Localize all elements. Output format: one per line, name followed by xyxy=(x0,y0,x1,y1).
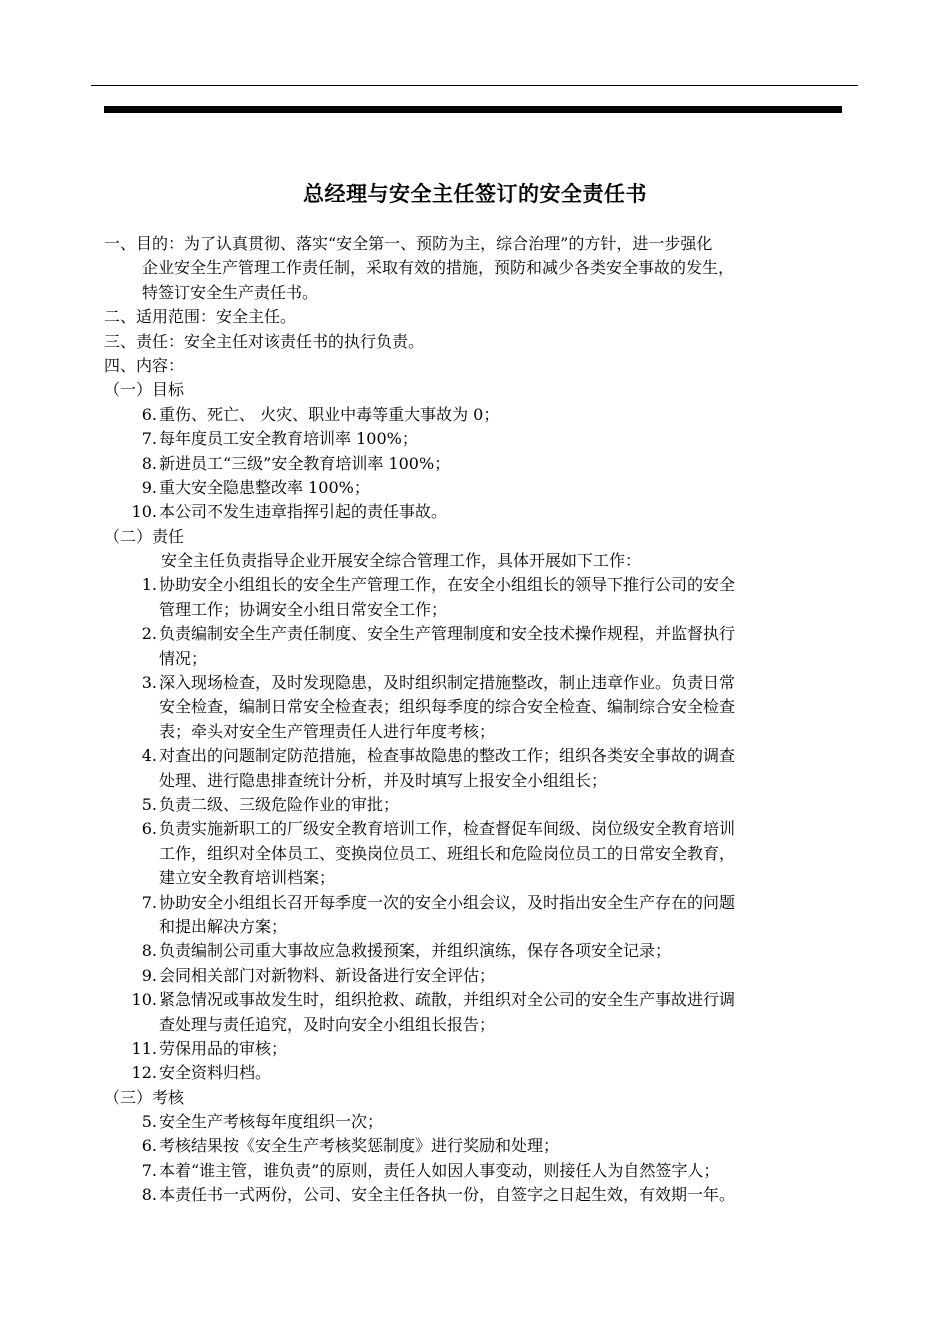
item-text-continued: 情况； xyxy=(159,648,208,668)
list-item xyxy=(104,988,864,1012)
item-text: 会同相关部门对新物料、新设备进行安全评估； xyxy=(159,965,496,985)
duties-intro: 安全主任负责指导企业开展安全综合管理工作，具体开展如下工作： xyxy=(161,551,642,571)
list-item xyxy=(104,939,864,963)
item-text: 本着“谁主管，谁负责”的原则，责任人如因人事变动，则接任人为自然签字人； xyxy=(159,1160,720,1180)
item-text: 本公司不发生违章指挥引起的责任事故。 xyxy=(159,502,448,522)
item-number: 8. xyxy=(141,1185,157,1205)
item-number: 8. xyxy=(141,453,157,473)
item-number: 9. xyxy=(141,965,157,985)
item-number: 2. xyxy=(141,624,157,644)
item-text: 紧急情况或事故发生时，组织抢救、疏散，并组织对全公司的安全生产事故进行调 xyxy=(159,990,736,1010)
item-text: 负责二级、三级危险作业的审批； xyxy=(159,794,400,814)
item-text: 安全资料归档。 xyxy=(159,1063,272,1083)
section-2: 二、适用范围：安全主任。 xyxy=(104,307,297,327)
item-text: 协助安全小组组长的安全生产管理工作，在安全小组组长的领导下推行公司的安全 xyxy=(159,575,736,595)
item-text-continued: 管理工作；协调安全小组日常安全工作； xyxy=(159,599,448,619)
list-item xyxy=(104,476,864,500)
item-number: 7. xyxy=(141,1160,157,1180)
item-number: 9. xyxy=(141,477,157,497)
item-text-continued: 安全检查，编制日常安全检查表；组织每季度的综合安全检查、编制综合安全检查 xyxy=(159,697,736,717)
item-number: 11. xyxy=(131,1038,157,1058)
list-item xyxy=(104,500,864,524)
item-number: 5. xyxy=(141,794,157,814)
list-item xyxy=(104,1061,864,1085)
item-text: 考核结果按《安全生产考核奖惩制度》进行奖励和处理； xyxy=(159,1136,560,1156)
item-number: 6. xyxy=(141,404,157,424)
list-item xyxy=(104,622,864,646)
item-text: 深入现场检查，及时发现隐患，及时组织制定措施整改，制止违章作业。负责日常 xyxy=(159,673,736,693)
list-item xyxy=(104,671,864,695)
section-1-line-2: 企业安全生产管理工作责任制，采取有效的措施，预防和减少各类安全事故的发生， xyxy=(142,258,735,278)
item-text: 负责编制安全生产责任制度、安全生产管理制度和安全技术操作规程，并监督执行 xyxy=(159,624,736,644)
list-item xyxy=(104,964,864,988)
list-item xyxy=(104,1134,864,1158)
section-4: 四、内容： xyxy=(104,355,185,375)
section-3: 三、责任：安全主任对该责任书的执行负责。 xyxy=(104,331,425,351)
item-text-continued: 查处理与责任追究，及时向安全小组组长报告； xyxy=(159,1014,496,1034)
item-number: 7. xyxy=(141,892,157,912)
item-text: 劳保用品的审核； xyxy=(159,1038,288,1058)
item-number: 8. xyxy=(141,941,157,961)
item-number: 12. xyxy=(131,1063,157,1083)
item-number: 4. xyxy=(141,746,157,766)
item-text: 新进员工“三级”安全教育培训率 100%； xyxy=(159,453,451,473)
document-title: 总经理与安全主任签订的安全责任书 xyxy=(303,182,647,206)
header-rule-thin xyxy=(91,85,858,86)
item-text-continued: 和提出解决方案； xyxy=(159,916,288,936)
list-item xyxy=(104,403,864,427)
list-item xyxy=(104,793,864,817)
item-number: 6. xyxy=(141,1136,157,1156)
item-text: 对查出的问题制定防范措施，检查事故隐患的整改工作；组织各类安全事故的调查 xyxy=(159,746,736,766)
item-number: 7. xyxy=(141,429,157,449)
item-text: 负责实施新职工的厂级安全教育培训工作，检查督促车间级、岗位级安全教育培训 xyxy=(159,819,736,839)
list-item xyxy=(104,427,864,451)
item-text: 重大安全隐患整改率 100%； xyxy=(159,477,370,497)
list-item xyxy=(104,1037,864,1061)
item-text: 重伤、死亡、 火灾、职业中毒等重大事故为 0； xyxy=(159,404,500,424)
subsection-goals-heading: （一）目标 xyxy=(104,380,185,400)
document-body xyxy=(104,232,864,1208)
list-item xyxy=(104,744,864,768)
section-1-line-3: 特签订安全生产责任书。 xyxy=(142,282,319,302)
list-item xyxy=(104,891,864,915)
item-number: 1. xyxy=(141,575,157,595)
item-text: 负责编制公司重大事故应急救援预案，并组织演练，保存各项安全记录； xyxy=(159,941,672,961)
header-rule-thick xyxy=(104,106,842,113)
item-text: 每年度员工安全教育培训率 100%； xyxy=(159,429,418,449)
item-text: 协助安全小组组长召开每季度一次的安全小组会议，及时指出安全生产存在的问题 xyxy=(159,892,736,912)
item-number: 10. xyxy=(131,990,157,1010)
subsection-assessment-heading: （三）考核 xyxy=(104,1087,185,1107)
item-text-continued: 建立安全教育培训档案； xyxy=(159,868,336,888)
list-item xyxy=(104,452,864,476)
item-text: 本责任书一式两份，公司、安全主任各执一份，自签字之日起生效，有效期一年。 xyxy=(159,1185,736,1205)
item-number: 5. xyxy=(141,1112,157,1132)
subsection-duties-heading: （二）责任 xyxy=(104,526,185,546)
list-item xyxy=(104,1110,864,1134)
item-text-continued: 处理、进行隐患排查统计分析，并及时填写上报安全小组组长； xyxy=(159,770,608,790)
list-item xyxy=(104,817,864,841)
list-item xyxy=(104,1159,864,1183)
item-number: 10. xyxy=(131,502,157,522)
list-item xyxy=(104,1183,864,1207)
item-text: 安全生产考核每年度组织一次； xyxy=(159,1112,384,1132)
item-number: 3. xyxy=(141,673,157,693)
item-text-continued: 表；牵头对安全生产管理责任人进行年度考核； xyxy=(159,721,496,741)
list-item xyxy=(104,573,864,597)
section-1-line-1: 一、目的：为了认真贯彻、落实“安全第一、预防为主，综合治理”的方针，进一步强化 xyxy=(104,234,713,253)
item-text-continued: 工作，组织对全体员工、变换岗位员工、班组长和危险岗位员工的日常安全教育， xyxy=(159,843,736,863)
item-number: 6. xyxy=(141,819,157,839)
